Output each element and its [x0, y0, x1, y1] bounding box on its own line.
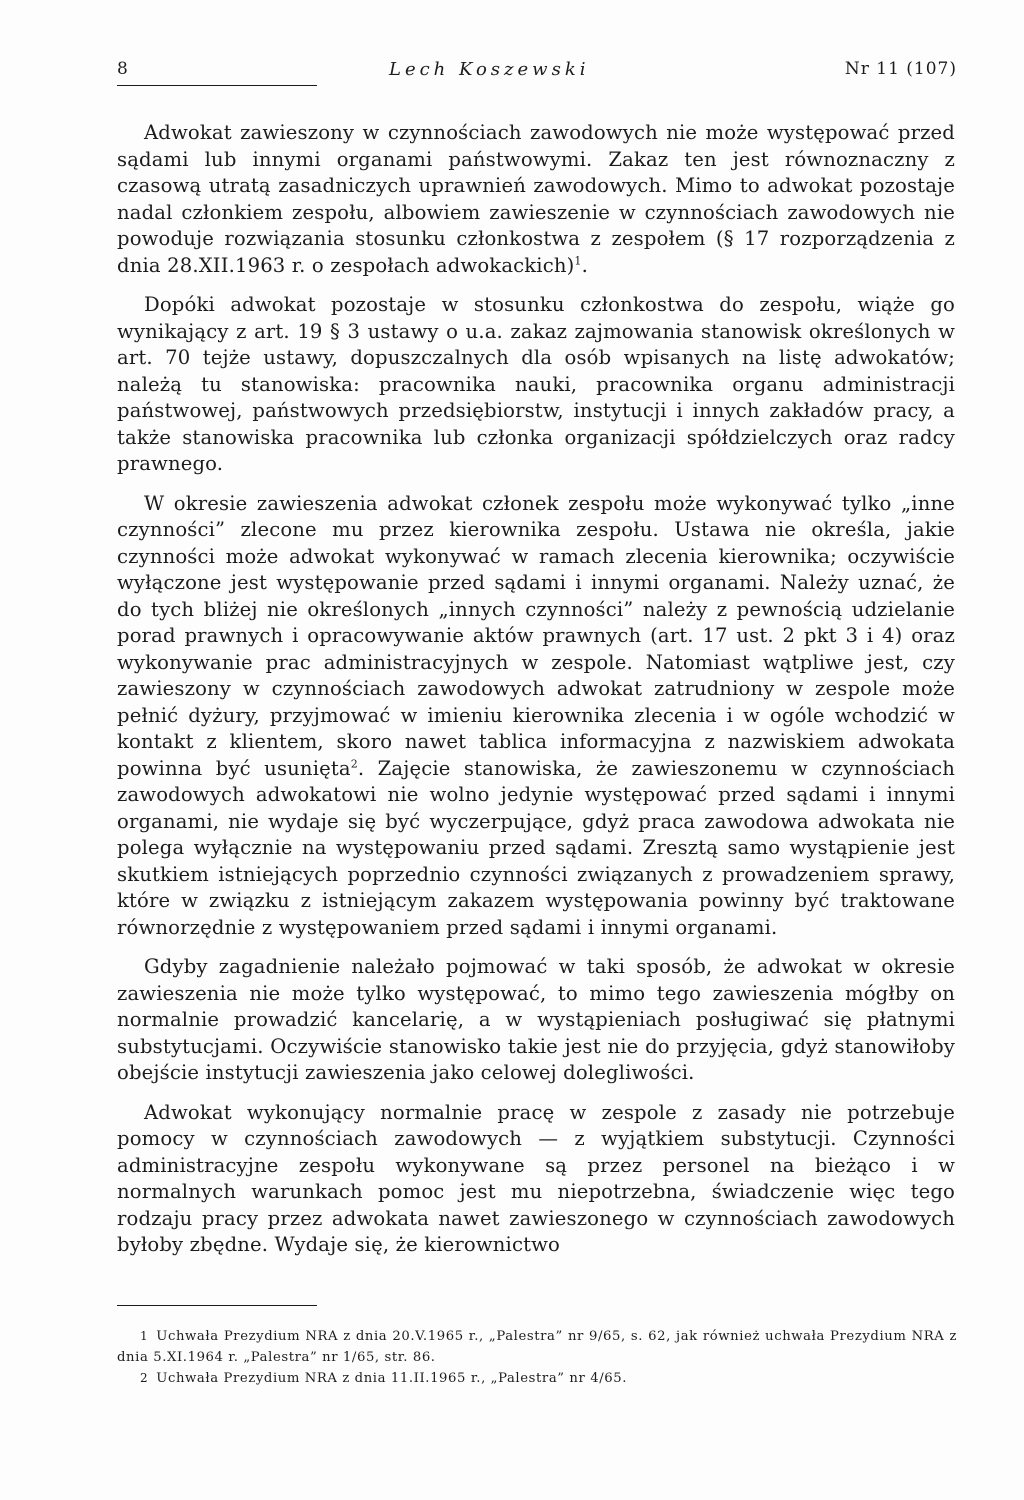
footnote-ref: 2 — [350, 756, 358, 770]
paragraph — [117, 1100, 955, 1259]
paragraph-text-tail: . Zajęcie stanowiska, że zawieszonemu w czynnościach zawodowych adwokatowi nie wolno jedynie występować przed sądami i innymi organami, nie wydaje się być wyczerpujące, gdyż praca zawodowa adwokata nie polega wyłącznie na występowaniu przed sądami. Zresztą samo wystąpienie jest skutkiem istniejących poprzednio czynności związanych z prowadzeniem sprawy, które w związku z istniejącym zakazem występowania powinny być traktowane równorzędnie z występowaniem przed sądami i innymi organami. — [117, 756, 955, 939]
footnote-rule — [117, 1305, 317, 1306]
footnote — [117, 1368, 957, 1389]
footnote-number: 1 — [140, 1329, 149, 1343]
paragraph-text: Adwokat zawieszony w czynnościach zawodowych nie może występować przed sądami lub innymi organami państwowymi. Zakaz ten jest równoznaczny z czasową utratą zasadniczych uprawnień zawodowych. Mimo to adwokat pozostaje nadal członkiem zespołu, albowiem zawieszenie w czynnościach zawodowych nie powoduje rozwiązania stosunku członkostwa z zespołem (§ 17 rozporządzenia z dnia 28.XII.1963 r. o zespołach adwokackich) — [117, 121, 955, 277]
footnote-ref: 1 — [574, 253, 582, 267]
paragraph — [117, 954, 955, 1087]
header-rule — [117, 85, 317, 86]
running-header — [117, 57, 957, 89]
paragraph-text: Dopóki adwokat pozostaje w stosunku członkostwa do zespołu, wiąże go wynikający z art. 19 § 3 ustawy o u.a. zakaz zajmowania stanowisk określonych w art. 70 tejże ustawy, dopuszczalnych dla osób wpisanych na listę adwokatów; należą tu stanowiska: pracownika nauki, pracownika organu administracji państwowej, państwowych przedsiębiorstw, instytucji i innych zakładów pracy, a także stanowiska pracownika lub członka organizacji spółdzielczych oraz radcy prawnego. — [117, 293, 955, 475]
paragraph — [117, 491, 955, 942]
footnote — [117, 1326, 957, 1368]
footnote-number: 2 — [140, 1371, 149, 1385]
paragraph-text: Gdyby zagadnienie należało pojmować w taki sposób, że adwokat w okresie zawieszenia nie może tylko występować, to mimo tego zawieszenia mógłby on normalnie prowadzić kancelarię, a w wystąpieniach posługiwać się płatnymi substytucjami. Oczywiście stanowisko takie jest nie do przyjęcia, gdyż stanowiłoby obejście instytucji zawieszenia jako celowej dolegliwości. — [117, 955, 955, 1084]
paragraph-text: Adwokat wykonujący normalnie pracę w zespole z zasady nie potrzebuje pomocy w czynnościach zawodowych — z wyjątkiem substytucji. Czynności administracyjne zespołu wykonywane są przez personel na bieżąco i w normalnych warunkach pomoc jest mu niepotrzebna, świadczenie więc tego rodzaju pracy przez adwokata nawet zawieszonego w czynnościach zawodowych byłoby zbędne. Wydaje się, że kierownictwo — [117, 1100, 955, 1256]
paragraph-text-tail: . — [581, 253, 588, 277]
running-title-author: Lech Koszewski — [389, 59, 590, 80]
footnote-text: Uchwała Prezydium NRA z dnia 20.V.1965 r., „Palestra” nr 9/65, s. 62, jak również uchwała Prezydium NRA z dnia 5.XI.1964 r. „Palestra” nr 1/65, str. 86. — [117, 1329, 957, 1365]
page-number: 8 — [117, 59, 128, 79]
issue-number: Nr 11 (107) — [844, 59, 957, 79]
footnotes — [117, 1326, 957, 1389]
footnote-text: Uchwała Prezydium NRA z dnia 11.II.1965 r., „Palestra” nr 4/65. — [156, 1371, 628, 1386]
paragraph — [117, 120, 955, 279]
paragraph — [117, 292, 955, 478]
paragraph-text: W okresie zawieszenia adwokat członek zespołu może wykonywać tylko „inne czynności” zlecone mu przez kierownika zespołu. Ustawa nie określa, jakie czynności może adwokat wykonywać w ramach zlecenia kierownika; oczywiście wyłączone jest występowanie przed sądami i innymi organami. Należy uznać, że do tych bliżej nie określonych „innych czynności” należy z pewnością udzielanie porad prawnych i opracowywanie aktów prawnych (art. 17 ust. 2 pkt 3 i 4) oraz wykonywanie prac administracyjnych w zespole. Natomiast wątpliwe jest, czy zawieszony w czynnościach zawodowych adwokat zatrudniony w zespole może pełnić dyżury, przyjmować w imieniu kierownika zlecenia i w ogóle wchodzić w kontakt z klientem, skoro nawet tablica informacyjna z nazwiskiem adwokata powinna być usunięta — [117, 491, 955, 780]
article-body — [117, 120, 955, 1272]
